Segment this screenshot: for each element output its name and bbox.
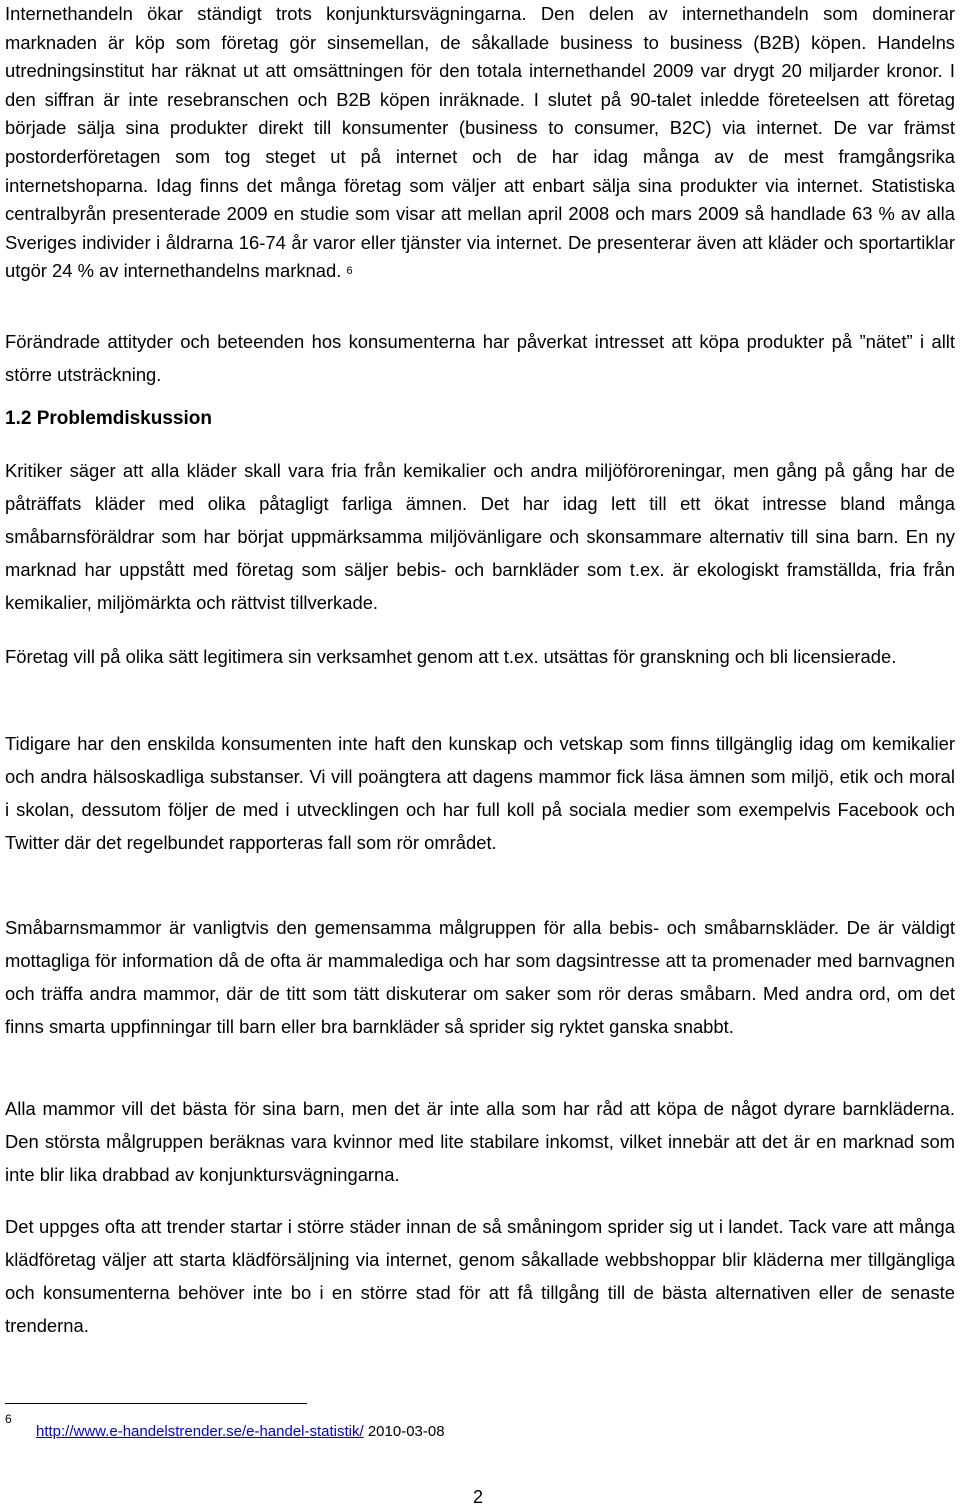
section-heading: 1.2 Problemdiskussion	[5, 408, 212, 429]
intro-paragraph	[5, 0, 955, 289]
body-paragraph: Det uppges ofta att trender startar i större städer innan de så småningom sprider sig ut i landet. Tack vare att många klädföretag väljer att starta klädförsäljning via internet, genom såkallade webbshoppar blir kläderna mer tillgängliga och konsumenterna behöver inte bo i en större stad för att få tillgång till de bästa alternativen eller de senaste trenderna.	[5, 1216, 955, 1336]
footnote-link[interactable]: http://www.e-handelstrender.se/e-handel-statistik/	[36, 1423, 364, 1440]
attitudes-paragraph: Förändrade attityder och beteenden hos konsumenterna har påverkat intresset att köpa produkter på ”nätet” i allt större utsträckning.	[5, 331, 955, 385]
footnote-reference: 6	[346, 265, 353, 278]
intro-text-1: Internethandeln ökar ständigt trots konjunktursvägningarna. Den delen av internethandeln som dominerar marknaden är köp som företag gör sinsemellan, de såkallade business to business (B2B) köpen. Handelns utredningsinstitut har räknat ut att omsättningen för den totala internethandel 2009 var drygt 20 miljarder kronor. I den siffran är inte resebranschen och B2B köpen inräknade.	[5, 3, 955, 110]
body-paragraph: Alla mammor vill det bästa för sina barn, men det är inte alla som har råd att köpa de något dyrare barnkläderna. Den största målgruppen beräknas vara kvinnor med lite stabilare inkomst, vilket innebär att det är en marknad som inte blir lika drabbad av konjunktursvägningarna.	[5, 1098, 955, 1185]
body-paragraph: Företag vill på olika sätt legitimera sin verksamhet genom att t.ex. utsättas för granskning och bli licensierade.	[5, 646, 897, 667]
body-paragraph: Småbarnsmammor är vanligtvis den gemensamma målgruppen för alla bebis- och småbarnskläder. De är väldigt mottagliga för information då de ofta är mammalediga och har som dagsintresse att ta promenader med barnvagnen och träffa andra mammor, där de titt som tätt diskuterar om saker som rör deras småbarn. Med andra ord, om det finns smarta uppfinningar till barn eller bra barnkläder så sprider sig ryktet ganska snabbt.	[5, 917, 955, 1037]
body-paragraph: Kritiker säger att alla kläder skall vara fria från kemikalier och andra miljöföroreningar, men gång på gång har de påträffats kläder med olika påtagligt farliga ämnen. Det har idag lett till ett ökat intresse bland många småbarnsföräldrar som har börjat uppmärksamma miljövänligare och skonsammare alternativ till sina barn. En ny marknad har uppstått med företag som säljer bebis- och barnkläder som t.ex. är ekologiskt framställda, fria från kemikalier, miljömärkta och rättvist tillverkade.	[5, 460, 955, 613]
body-paragraph: Tidigare har den enskilda konsumenten inte haft den kunskap och vetskap som finns tillgänglig idag om kemikalier och andra hälsoskadliga substanser. Vi vill poängtera att dagens mammor fick läsa ämnen som miljö, etik och moral i skolan, dessutom följer de med i utvecklingen och har full koll på sociala medier som exempelvis Facebook och Twitter där det regelbundet rapporteras fall som rör området.	[5, 733, 955, 853]
footnote	[36, 1421, 445, 1443]
intro-text-2: I slutet på 90-talet inledde företeelsen att företag började sälja sina produkter direkt till konsumenter (business to consumer, B2C) via internet. De var främst postorderföretagen som tog steget ut på internet och de har idag många av de mest framgångsrika internetshoparna. Idag finns det många företag som väljer att enbart sälja sina produkter via internet. Statistiska centralbyrån presenterade 2009 en studie som visar att mellan april 2008 och mars 2009 så handlade 63 % av alla Sveriges individer i åldrarna 16-74 år varor eller tjänster via internet. De presenterar även att kläder och sportartiklar utgör 24 % av internethandelns marknad.	[5, 88, 955, 282]
footnote-divider	[5, 1403, 307, 1404]
footnote-number: 6	[5, 1412, 12, 1426]
page-number: 2	[473, 1487, 484, 1507]
footnote-date: 2010-03-08	[367, 1423, 445, 1440]
